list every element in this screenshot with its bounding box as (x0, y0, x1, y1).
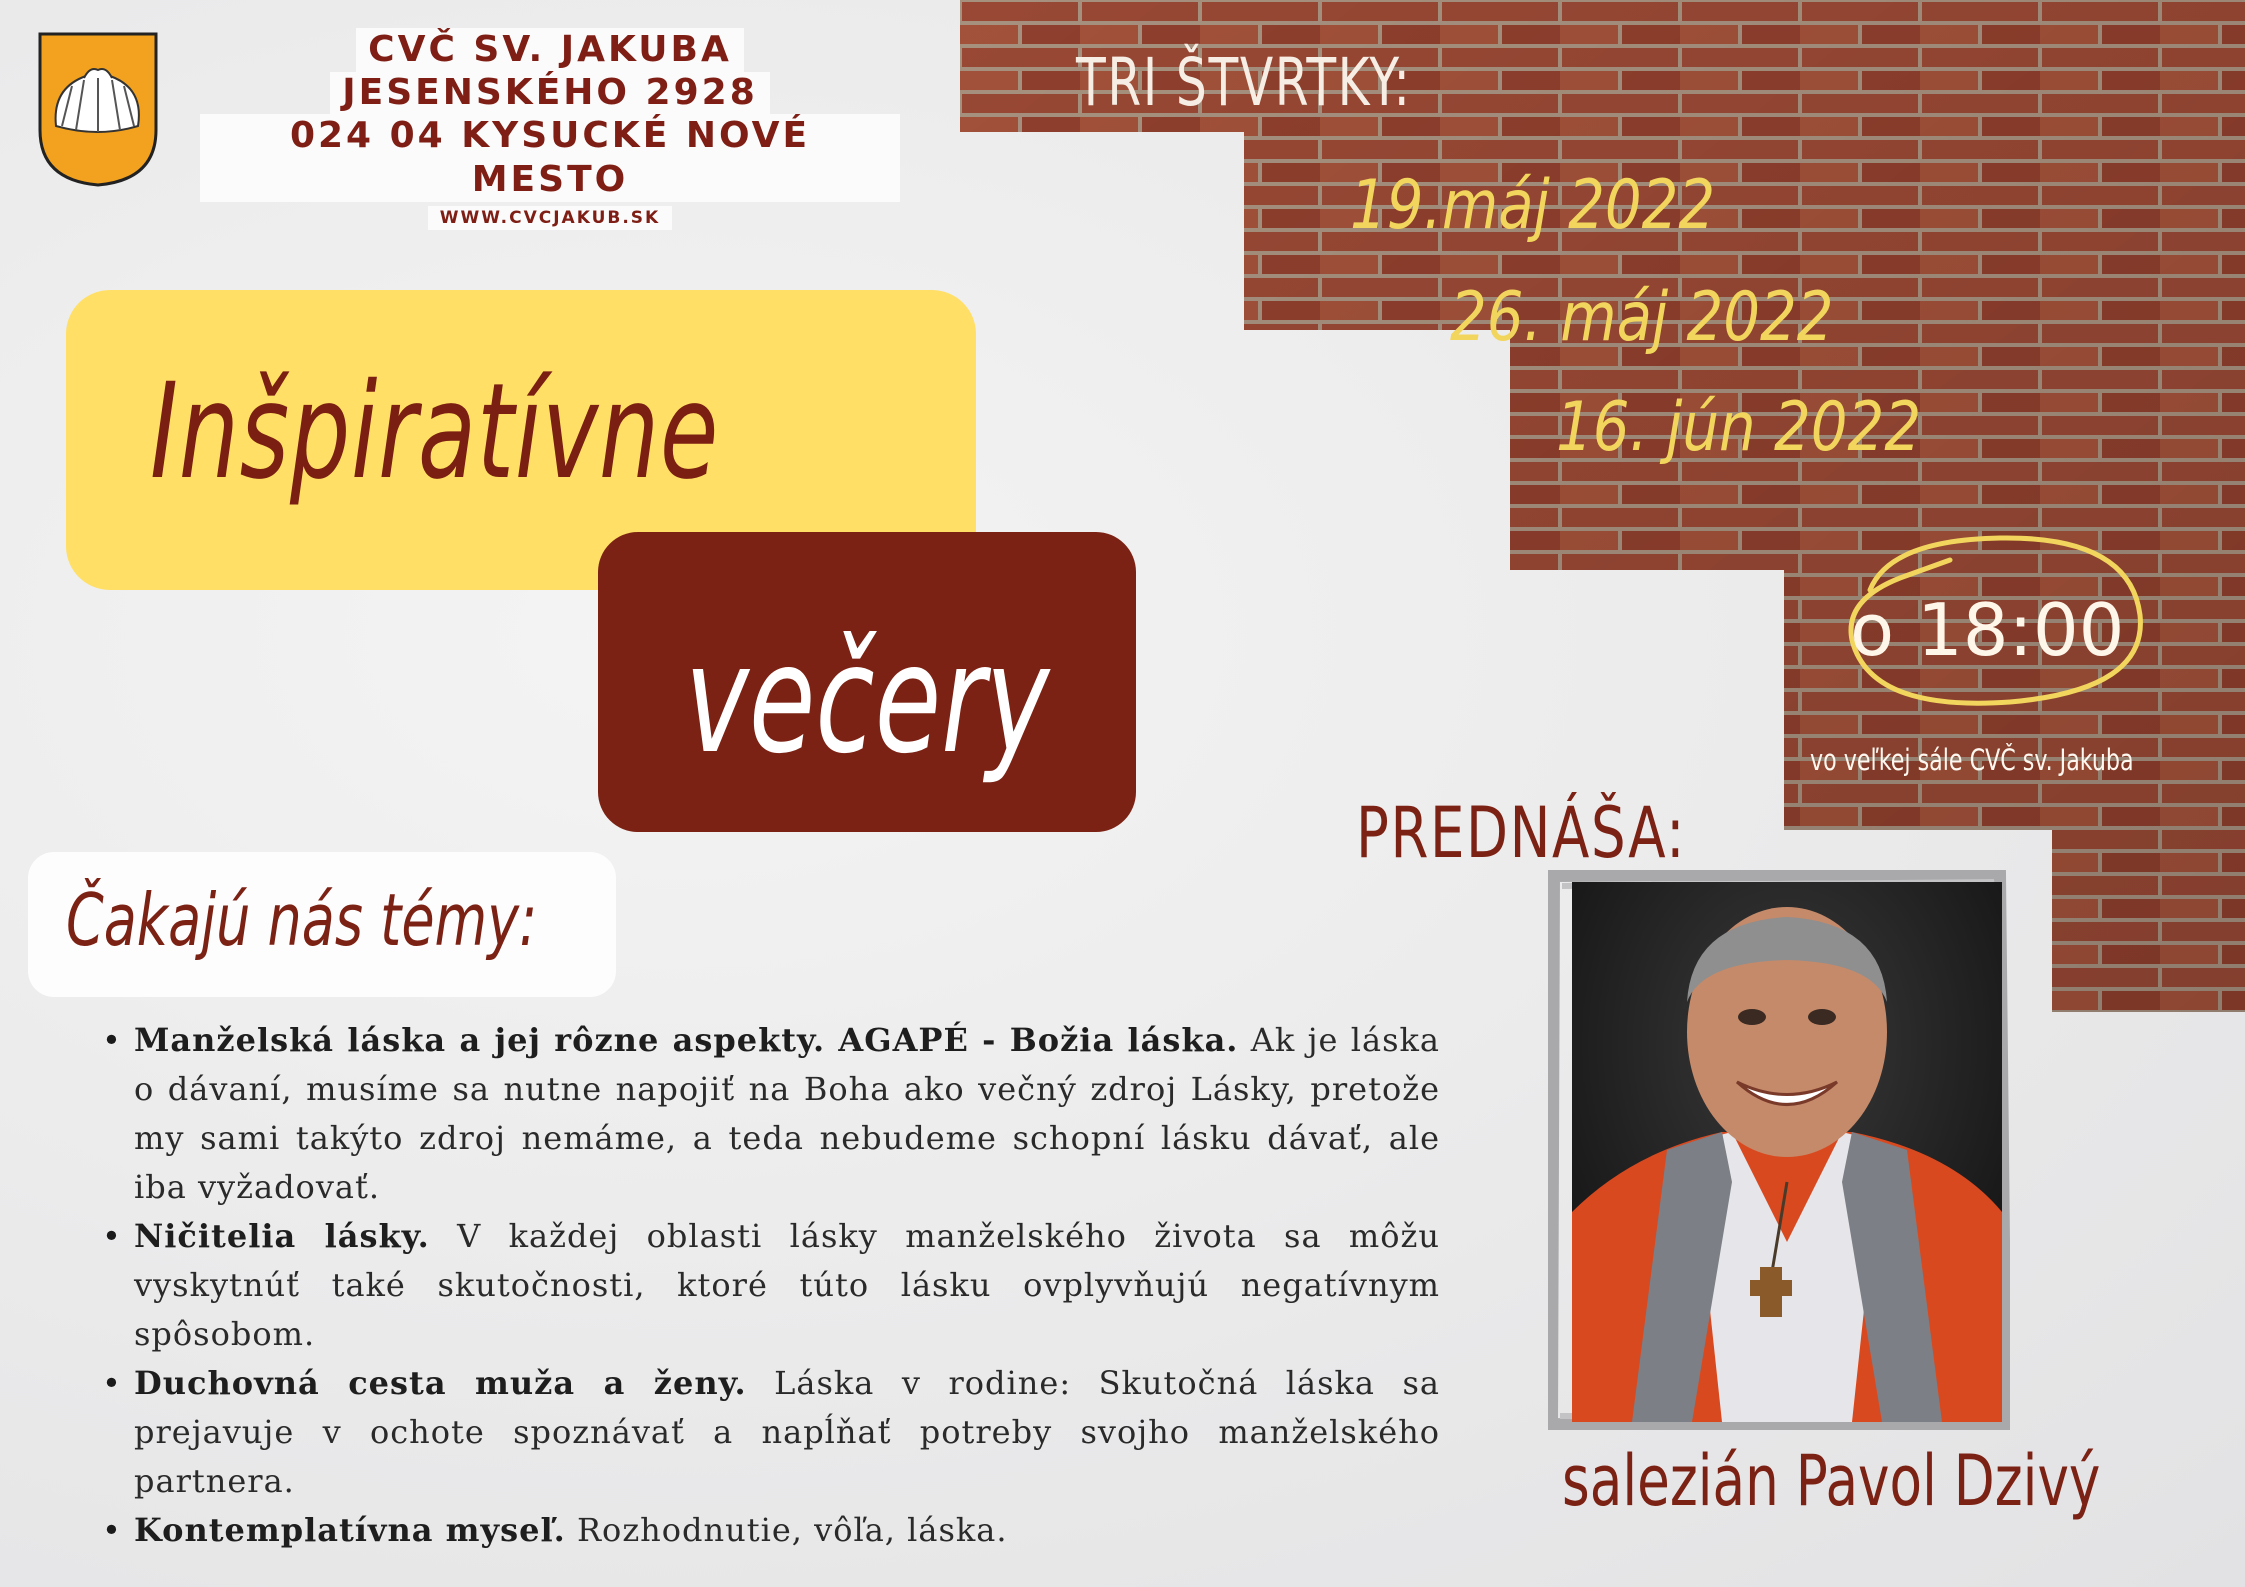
topic-item (100, 1016, 1440, 1212)
topic-description: Ak je láska o dávaní, musíme sa nutne napojiť na Boha ako večný zdroj Lásky, pretože my sami takýto zdroj nemáme, a teda nebudeme schopní lásku dávať, ale iba vyžadovať. (134, 1021, 1441, 1206)
speaker-photo (1572, 882, 2002, 1422)
topic-description: Láska v rodine: Skutočná láska sa prejavuje v ochote spoznávať a napĺňať potreby svojho manželského partnera. (134, 1364, 1440, 1500)
topic-description: Rozhodnutie, vôľa, láska. (565, 1511, 1008, 1549)
speaker-heading: PREDNÁŠA: (1356, 792, 1687, 874)
organization-website[interactable]: WWW.CVCJAKUB.SK (428, 206, 672, 230)
event-date-2: 26. máj 2022 (1450, 278, 1834, 357)
topic-description: V každej oblasti lásky manželského života sa môžu vyskytnúť také skutočnosti, ktoré túto lásku ovplyvňujú negatívnym spôsobom. (134, 1217, 1441, 1353)
topics-list (100, 1016, 1440, 1555)
event-date-1: 19.máj 2022 (1350, 166, 1716, 245)
event-venue: vo veľkej sále CVČ sv. Jakuba (1810, 743, 2134, 777)
topic-title: Duchovná cesta muža a ženy. (134, 1364, 747, 1402)
scallop-shell-logo-icon (36, 30, 160, 188)
topic-item (100, 1212, 1440, 1359)
topic-item (100, 1359, 1440, 1506)
organization-name: CVČ SV. JAKUBA (356, 28, 744, 72)
organization-info (200, 28, 900, 230)
organization-city: 024 04 KYSUCKÉ NOVÉ MESTO (200, 114, 900, 202)
topic-item (100, 1506, 1440, 1555)
topic-title: Manželská láska a jej rôzne aspekty. AGAPÉ - Božia láska. (134, 1021, 1239, 1059)
title-line-2: večery (685, 613, 1050, 787)
event-date-3: 16. jún 2022 (1556, 388, 1922, 467)
topics-heading: Čakajú nás témy: (66, 878, 538, 962)
organization-street: JESENSKÉHO 2928 (330, 72, 770, 114)
topic-title: Kontemplatívna myseľ. (134, 1511, 566, 1549)
event-time: o 18:00 (1850, 588, 2125, 672)
speaker-name: salezián Pavol Dzivý (1562, 1440, 2101, 1522)
topic-title: Ničitelia lásky. (134, 1217, 430, 1255)
title-line-1: Inšpiratívne (150, 355, 720, 509)
schedule-heading: TRI ŠTVRTKY: (1076, 44, 1412, 121)
